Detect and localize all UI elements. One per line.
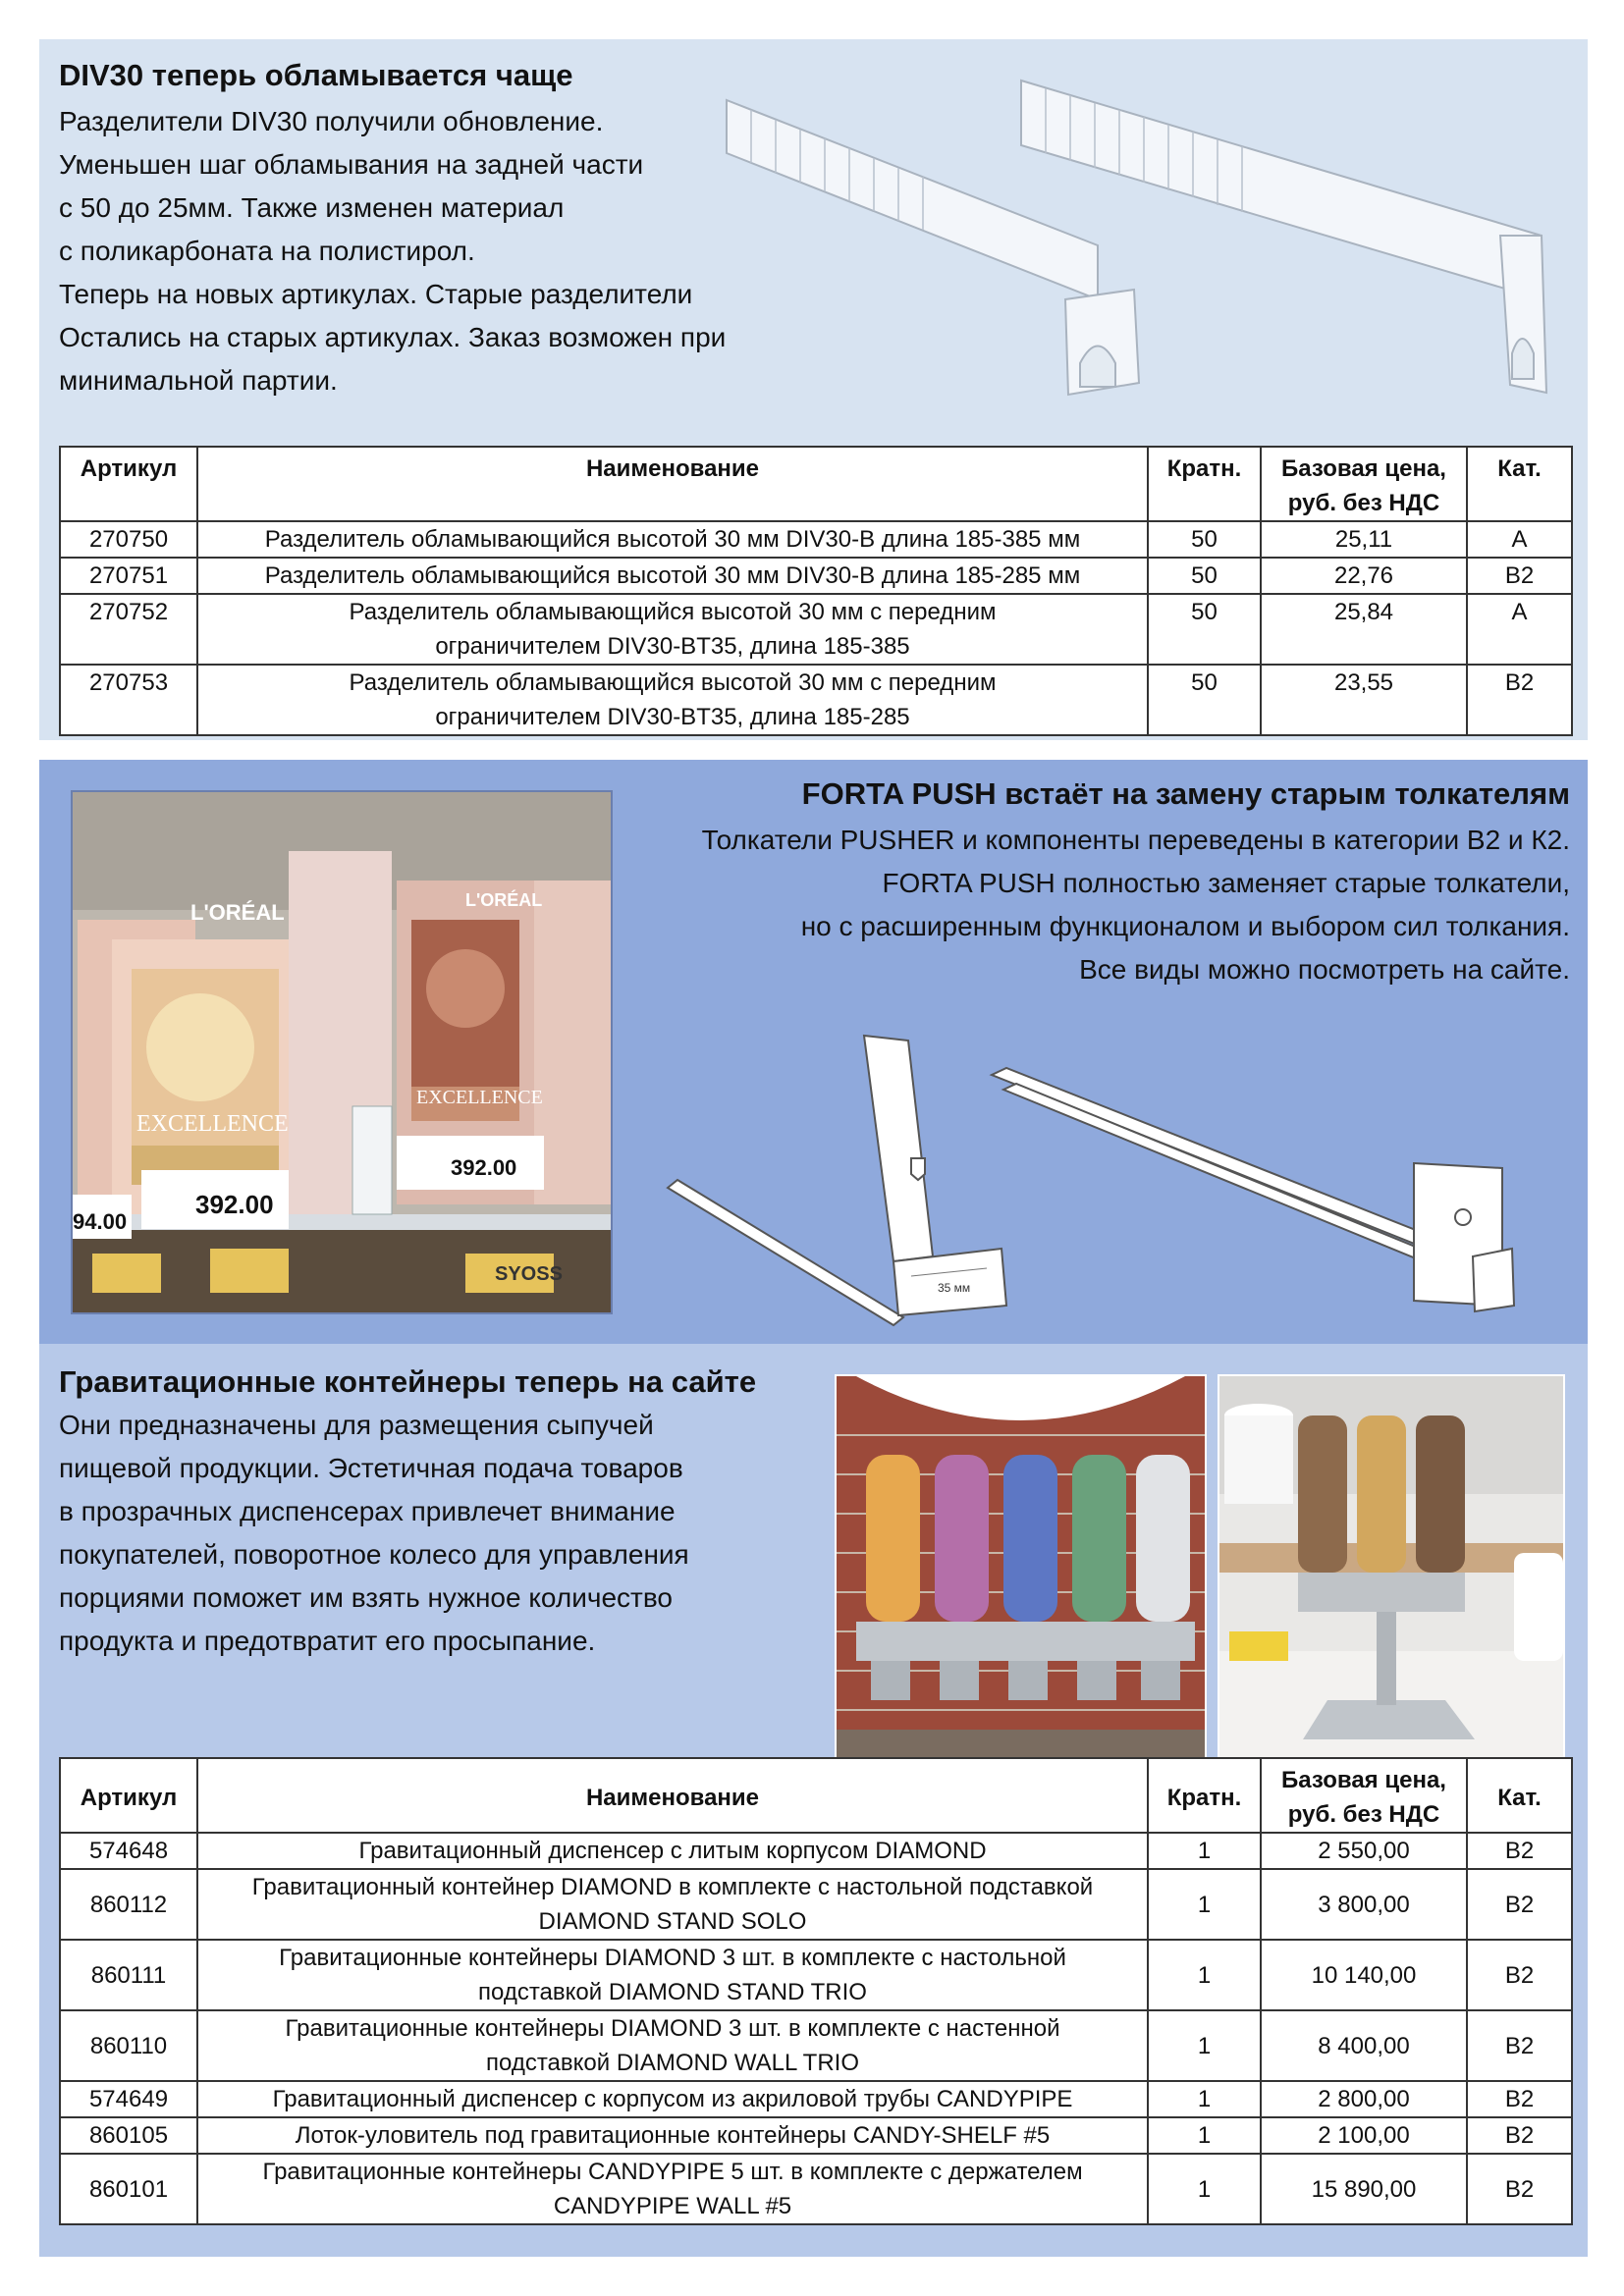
cell-name bbox=[197, 665, 1148, 735]
header-multiple: Кратн. bbox=[1148, 447, 1261, 521]
pusher-drawing-illustration bbox=[658, 1021, 1542, 1335]
gravity-title: Гравитационные контейнеры теперь на сайте bbox=[59, 1364, 757, 1399]
photo-price-tag-3: 94.00 bbox=[73, 1209, 128, 1234]
cell-article: 860112 bbox=[60, 1869, 197, 1940]
paragraph-line: Толкатели PUSHER и компоненты переведены в категории В2 и К2. bbox=[701, 825, 1570, 855]
cell-name bbox=[197, 521, 1148, 558]
paragraph-line: FORTA PUSH полностью заменяет старые толкатели, bbox=[882, 868, 1570, 898]
cell-price: 23,55 bbox=[1261, 665, 1467, 735]
cell-name bbox=[197, 1833, 1148, 1869]
cell-category: B2 bbox=[1467, 1940, 1572, 2010]
cell-article: 860101 bbox=[60, 2154, 197, 2224]
cell-multiple: 1 bbox=[1148, 2081, 1261, 2117]
gravity-price-table bbox=[59, 1757, 1573, 2225]
header-article: Артикул bbox=[60, 1758, 197, 1833]
paragraph-line: Уменьшен шаг обламывания на задней части bbox=[59, 149, 644, 180]
header-category: Кат. bbox=[1467, 1758, 1572, 1833]
cell-article: 860110 bbox=[60, 2010, 197, 2081]
cell-price: 2 550,00 bbox=[1261, 1833, 1467, 1869]
wall-dispenser-illustration bbox=[837, 1376, 1205, 1769]
cell-multiple: 50 bbox=[1148, 665, 1261, 735]
cell-price: 2 800,00 bbox=[1261, 2081, 1467, 2117]
header-multiple: Кратн. bbox=[1148, 1758, 1261, 1833]
photo-brand-syoss: SYOSS bbox=[495, 1263, 563, 1285]
cell-multiple: 1 bbox=[1148, 1869, 1261, 1940]
cell-name-line2: подставкой DIAMOND WALL TRIO bbox=[486, 2050, 859, 2076]
table-row bbox=[60, 1833, 1572, 1869]
paragraph-line: Остались на старых артикулах. Заказ возможен при bbox=[59, 322, 727, 352]
cell-category: B2 bbox=[1467, 1833, 1572, 1869]
cell-category: B2 bbox=[1467, 558, 1572, 594]
divider-product-image bbox=[717, 69, 1571, 402]
cell-category: B2 bbox=[1467, 2154, 1572, 2224]
cell-name-line1: Гравитационный диспенсер с корпусом из акриловой трубы CANDYPIPE bbox=[272, 2086, 1073, 2112]
divider-drawing bbox=[717, 69, 1571, 402]
cell-price: 15 890,00 bbox=[1261, 2154, 1467, 2224]
shelf-photo-illustration bbox=[73, 792, 611, 1312]
cell-name bbox=[197, 1940, 1148, 2010]
div30-title: DIV30 теперь обламывается чаще bbox=[59, 58, 573, 92]
cell-multiple: 50 bbox=[1148, 594, 1261, 665]
cell-price: 25,11 bbox=[1261, 521, 1467, 558]
cell-category: B2 bbox=[1467, 2010, 1572, 2081]
gravity-description bbox=[59, 1404, 689, 1663]
forta-push-title: FORTA PUSH встаёт на замену старым толкателям bbox=[801, 776, 1570, 811]
table-header-row bbox=[60, 447, 1572, 521]
photo-brand-label: L'ORÉAL bbox=[190, 900, 285, 925]
paragraph-line: с 50 до 25мм. Также изменен материал bbox=[59, 192, 565, 223]
photo-product-label-2: EXCELLENCE bbox=[416, 1087, 543, 1108]
header-category: Кат. bbox=[1467, 447, 1572, 521]
div30-description bbox=[59, 100, 726, 402]
photo-price-tag-2: 392.00 bbox=[451, 1155, 517, 1180]
cell-category: B2 bbox=[1467, 2117, 1572, 2154]
paragraph-line: пищевой продукции. Эстетичная подача товаров bbox=[59, 1453, 683, 1483]
cell-multiple: 1 bbox=[1148, 1833, 1261, 1869]
header-price bbox=[1261, 1758, 1467, 1833]
header-price-line2: руб. без НДС bbox=[1287, 490, 1440, 516]
photo-brand-label-2: L'ORÉAL bbox=[465, 890, 543, 910]
cell-price: 3 800,00 bbox=[1261, 1869, 1467, 1940]
table-row bbox=[60, 558, 1572, 594]
photo-price-tag: 392.00 bbox=[195, 1190, 274, 1219]
cell-name bbox=[197, 2117, 1148, 2154]
cell-category: B2 bbox=[1467, 2081, 1572, 2117]
table-row bbox=[60, 2154, 1572, 2224]
cell-multiple: 50 bbox=[1148, 558, 1261, 594]
wall-dispenser-photo bbox=[835, 1374, 1207, 1771]
cell-price: 25,84 bbox=[1261, 594, 1467, 665]
cell-name bbox=[197, 558, 1148, 594]
cell-name-line2: ограничителем DIV30-BT35, длина 185-285 bbox=[435, 704, 910, 730]
cell-name-line1: Лоток-уловитель под гравитационные контейнеры CANDY-SHELF #5 bbox=[295, 2122, 1051, 2149]
forta-push-description bbox=[702, 819, 1570, 991]
cell-name-line2: DIAMOND STAND SOLO bbox=[538, 1908, 807, 1935]
cell-name-line2: подставкой DIAMOND STAND TRIO bbox=[478, 1979, 867, 2005]
cell-name-line1: Разделитель обламывающийся высотой 30 мм DIV30-B длина 185-285 мм bbox=[264, 562, 1081, 589]
paragraph-line: Все виды можно посмотреть на сайте. bbox=[1079, 954, 1570, 985]
cell-category: A bbox=[1467, 594, 1572, 665]
cell-multiple: 1 bbox=[1148, 2154, 1261, 2224]
cell-article: 860105 bbox=[60, 2117, 197, 2154]
cell-multiple: 1 bbox=[1148, 2117, 1261, 2154]
header-price-line1: Базовая цена, bbox=[1281, 1767, 1446, 1793]
cell-article: 860111 bbox=[60, 1940, 197, 2010]
cell-name-line1: Разделитель обламывающийся высотой 30 мм DIV30-B длина 185-385 мм bbox=[264, 526, 1081, 553]
table-row bbox=[60, 2081, 1572, 2117]
cell-name-line1: Гравитационные контейнеры DIAMOND 3 шт. в комплекте с настенной bbox=[285, 2015, 1060, 2042]
cell-article: 270753 bbox=[60, 665, 197, 735]
cell-name bbox=[197, 2154, 1148, 2224]
cell-price: 22,76 bbox=[1261, 558, 1467, 594]
cell-article: 270750 bbox=[60, 521, 197, 558]
table-row bbox=[60, 2010, 1572, 2081]
cell-name-line1: Гравитационные контейнеры CANDYPIPE 5 шт. в комплекте с держателем bbox=[262, 2159, 1083, 2185]
photo-product-label: EXCELLENCE bbox=[136, 1111, 289, 1137]
paragraph-line: Они предназначены для размещения сыпучей bbox=[59, 1410, 654, 1440]
trio-stand-illustration bbox=[1219, 1376, 1563, 1759]
paragraph-line: но с расширенным функционалом и выбором сил толкания. bbox=[800, 911, 1570, 941]
table-header-row bbox=[60, 1758, 1572, 1833]
trio-stand-photo bbox=[1218, 1374, 1565, 1761]
pusher-drawing bbox=[658, 1021, 1542, 1335]
cell-price: 2 100,00 bbox=[1261, 2117, 1467, 2154]
paragraph-line: Теперь на новых артикулах. Старые разделители bbox=[59, 279, 693, 309]
cell-multiple: 1 bbox=[1148, 2010, 1261, 2081]
header-name: Наименование bbox=[197, 1758, 1148, 1833]
table-row bbox=[60, 594, 1572, 665]
cell-name bbox=[197, 2010, 1148, 2081]
cell-name bbox=[197, 2081, 1148, 2117]
cell-name-line1: Разделитель обламывающийся высотой 30 мм с передним bbox=[349, 669, 997, 696]
cell-category: B2 bbox=[1467, 665, 1572, 735]
cell-name-line1: Гравитационный контейнер DIAMOND в комплекте с настольной подставкой bbox=[251, 1874, 1094, 1900]
cell-multiple: 50 bbox=[1148, 521, 1261, 558]
cell-article: 270751 bbox=[60, 558, 197, 594]
cell-name-line2: CANDYPIPE WALL #5 bbox=[553, 2193, 792, 2219]
cell-multiple: 1 bbox=[1148, 1940, 1261, 2010]
table-row bbox=[60, 1869, 1572, 1940]
cell-name-line1: Разделитель обламывающийся высотой 30 мм с передним bbox=[349, 599, 997, 625]
paragraph-line: продукта и предотвратит его просыпание. bbox=[59, 1626, 596, 1656]
cell-name-line1: Гравитационные контейнеры DIAMOND 3 шт. в комплекте с настольной bbox=[279, 1945, 1066, 1971]
header-price-line1: Базовая цена, bbox=[1281, 455, 1446, 482]
table-row bbox=[60, 521, 1572, 558]
div30-price-table bbox=[59, 446, 1573, 736]
header-price-line2: руб. без НДС bbox=[1287, 1801, 1440, 1828]
header-name: Наименование bbox=[197, 447, 1148, 521]
paragraph-line: покупателей, поворотное колесо для управления bbox=[59, 1539, 689, 1570]
table-row bbox=[60, 2117, 1572, 2154]
cell-category: B2 bbox=[1467, 1869, 1572, 1940]
cell-name bbox=[197, 594, 1148, 665]
paragraph-line: порциями поможет им взять нужное количество bbox=[59, 1582, 673, 1613]
cell-article: 270752 bbox=[60, 594, 197, 665]
paragraph-line: минимальной партии. bbox=[59, 365, 338, 396]
cell-name-line2: ограничителем DIV30-BT35, длина 185-385 bbox=[435, 633, 910, 660]
header-article: Артикул bbox=[60, 447, 197, 521]
table-row bbox=[60, 1940, 1572, 2010]
paragraph-line: с поликарбоната на полистирол. bbox=[59, 236, 475, 266]
cell-name bbox=[197, 1869, 1148, 1940]
cell-category: A bbox=[1467, 521, 1572, 558]
cell-article: 574648 bbox=[60, 1833, 197, 1869]
drawing-dimension-label: 35 мм bbox=[938, 1281, 971, 1295]
paragraph-line: Разделители DIV30 получили обновление. bbox=[59, 106, 604, 136]
cell-price: 8 400,00 bbox=[1261, 2010, 1467, 2081]
cell-price: 10 140,00 bbox=[1261, 1940, 1467, 2010]
cell-name-line1: Гравитационный диспенсер с литым корпусом DIAMOND bbox=[358, 1838, 987, 1864]
cell-article: 574649 bbox=[60, 2081, 197, 2117]
paragraph-line: в прозрачных диспенсерах привлечет внимание bbox=[59, 1496, 676, 1526]
shelf-photo bbox=[71, 790, 613, 1314]
table-row bbox=[60, 665, 1572, 735]
header-price bbox=[1261, 447, 1467, 521]
